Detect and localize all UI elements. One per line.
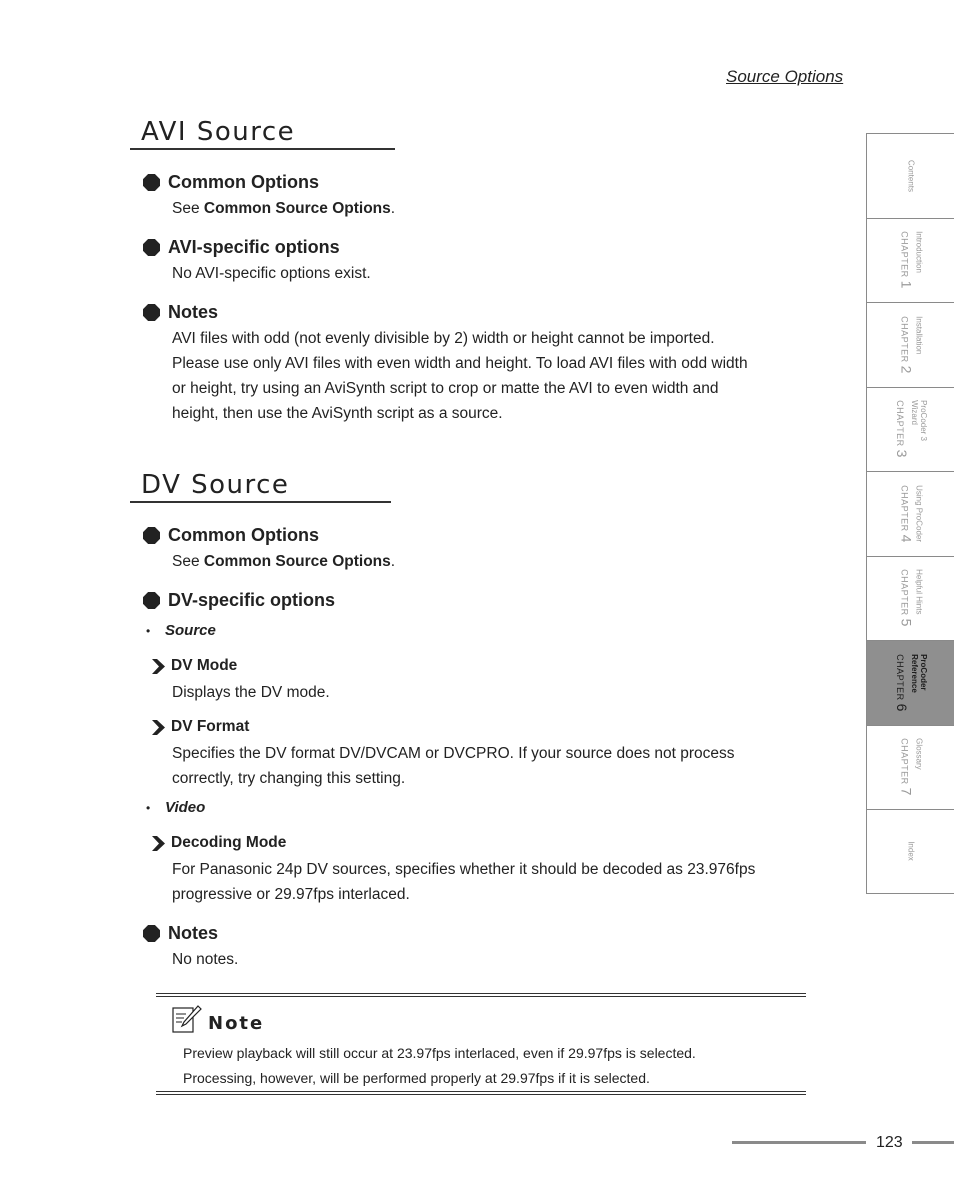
tab-chapter-label: CHAPTER xyxy=(894,400,905,450)
bullet-icon xyxy=(143,239,160,256)
source-subsection xyxy=(146,622,216,639)
dv-mode-heading xyxy=(152,657,237,675)
avi-section-title: AVI Source xyxy=(141,117,296,147)
note-title: Note xyxy=(208,1013,265,1034)
avi-notes-text xyxy=(172,326,748,426)
note-line: Processing, however, will be performed properly at 29.97fps if it is selected. xyxy=(183,1070,650,1086)
tab-name: ProCoder 3 Wizard xyxy=(909,400,928,442)
bullet-icon xyxy=(143,925,160,942)
dv-title-rule xyxy=(130,501,391,503)
tab-chapter-2[interactable] xyxy=(866,302,954,387)
tab-chapter-4[interactable] xyxy=(866,471,954,556)
dv-common-heading xyxy=(143,525,319,546)
dv-specific-heading-label: DV-specific options xyxy=(168,590,336,610)
tab-chapter-label: CHAPTER xyxy=(899,569,909,619)
tab-chapter-label: CHAPTER xyxy=(899,484,909,535)
avi-notes-line: Please use only AVI files with even width and height. To load AVI files with odd width xyxy=(172,355,748,372)
tab-chapter-number: 6 xyxy=(893,703,910,712)
avi-notes-line: AVI files with odd (not evenly divisible by 2) width or height cannot be imported. xyxy=(172,330,715,347)
avi-title-rule xyxy=(130,148,395,150)
tab-chapter-number: 7 xyxy=(898,787,914,797)
tab-chapter-3[interactable] xyxy=(866,387,954,472)
tab-name: Introduction xyxy=(914,231,923,274)
dv-format-label: DV Format xyxy=(171,718,250,735)
common-source-options-ref: Common Source Options xyxy=(203,553,391,570)
avi-notes-line: height, then use the AviSynth script as a source. xyxy=(172,405,503,422)
tab-name: Contents xyxy=(906,159,915,192)
page-number-rule-left xyxy=(732,1141,866,1144)
page-number: 123 xyxy=(876,1134,903,1151)
avi-specific-heading-label: AVI-specific options xyxy=(168,237,340,257)
tab-chapter-number: 1 xyxy=(898,280,914,290)
source-label: Source xyxy=(165,622,216,639)
decoding-mode-line: progressive or 29.97fps interlaced. xyxy=(172,886,410,903)
running-head: Source Options xyxy=(726,67,844,86)
tab-name: Using ProCoder xyxy=(914,484,923,542)
dv-section-title: DV Source xyxy=(141,470,290,500)
tab-name: Helpful Hints xyxy=(914,569,923,615)
avi-notes-line: or height, try using an AviSynth script to crop or matte the AVI to even width and xyxy=(172,380,719,397)
avi-specific-heading xyxy=(143,237,340,258)
chapter-tabs xyxy=(866,133,954,894)
see-suffix: . xyxy=(390,553,396,570)
decoding-mode-text xyxy=(172,857,755,907)
tab-name: Glossary xyxy=(914,738,923,770)
chevron-right-icon xyxy=(152,659,165,674)
tab-chapter-5[interactable] xyxy=(866,556,954,641)
tab-contents[interactable] xyxy=(866,133,954,218)
note-bottom-rule xyxy=(156,1091,806,1095)
dv-mode-text: Displays the DV mode. xyxy=(172,684,330,701)
see-prefix: See xyxy=(172,553,204,570)
dv-specific-heading xyxy=(143,590,335,611)
tab-chapter-number: 5 xyxy=(898,618,914,628)
bullet-icon xyxy=(143,304,160,321)
dv-notes-heading xyxy=(143,923,218,944)
bullet-icon xyxy=(143,527,160,544)
video-subsection xyxy=(146,799,205,816)
see-prefix: See xyxy=(172,200,204,217)
dv-notes-text: No notes. xyxy=(172,951,239,968)
tab-name: Installation xyxy=(914,315,923,355)
avi-specific-text: No AVI-specific options exist. xyxy=(172,265,371,282)
avi-common-heading-label: Common Options xyxy=(168,172,319,192)
chevron-right-icon xyxy=(152,836,165,851)
note-line: Preview playback will still occur at 23.97fps interlaced, even if 29.97fps is selected. xyxy=(183,1045,696,1061)
avi-notes-heading xyxy=(143,302,218,323)
dv-notes-heading-label: Notes xyxy=(168,923,219,943)
see-suffix: . xyxy=(390,200,396,217)
tab-index[interactable] xyxy=(866,809,954,894)
tab-chapter-number: 2 xyxy=(898,365,914,374)
dv-format-heading xyxy=(152,718,249,736)
tab-chapter-7[interactable] xyxy=(866,725,954,810)
tab-name: Index xyxy=(906,841,915,862)
common-source-options-ref: Common Source Options xyxy=(203,200,391,217)
dv-format-line: correctly, try changing this setting. xyxy=(172,770,406,787)
chevron-right-icon xyxy=(152,720,165,735)
video-label: Video xyxy=(165,799,206,816)
bullet-icon xyxy=(143,174,160,191)
decoding-mode-label: Decoding Mode xyxy=(171,834,287,851)
tab-chapter-label: CHAPTER xyxy=(899,738,909,788)
avi-common-heading xyxy=(143,172,319,193)
tab-chapter-6[interactable] xyxy=(866,640,954,725)
tab-chapter-label: CHAPTER xyxy=(899,231,909,281)
note-top-rule xyxy=(156,993,806,997)
tab-chapter-number: 4 xyxy=(898,534,914,543)
tab-chapter-1[interactable] xyxy=(866,218,954,303)
decoding-mode-line: For Panasonic 24p DV sources, specifies whether it should be decoded as 23.976fps xyxy=(172,861,756,878)
note-pencil-icon xyxy=(172,1005,202,1033)
dv-format-text xyxy=(172,741,735,791)
dot-bullet-icon: • xyxy=(146,800,151,815)
decoding-mode-heading xyxy=(152,834,286,852)
page-number-rule-right xyxy=(912,1141,954,1144)
tab-chapter-label: CHAPTER xyxy=(899,315,909,366)
avi-common-text xyxy=(172,196,395,221)
dv-mode-label: DV Mode xyxy=(171,657,238,674)
dv-common-text xyxy=(172,549,395,574)
bullet-icon xyxy=(143,592,160,609)
dot-bullet-icon: • xyxy=(146,623,151,638)
tab-chapter-number: 3 xyxy=(893,449,910,459)
tab-chapter-label: CHAPTER xyxy=(894,653,905,704)
dv-common-heading-label: Common Options xyxy=(168,525,319,545)
avi-notes-heading-label: Notes xyxy=(168,302,219,322)
dv-format-line: Specifies the DV format DV/DVCAM or DVCPRO. If your source does not process xyxy=(172,745,735,762)
tab-name: ProCoder Reference xyxy=(909,653,928,693)
